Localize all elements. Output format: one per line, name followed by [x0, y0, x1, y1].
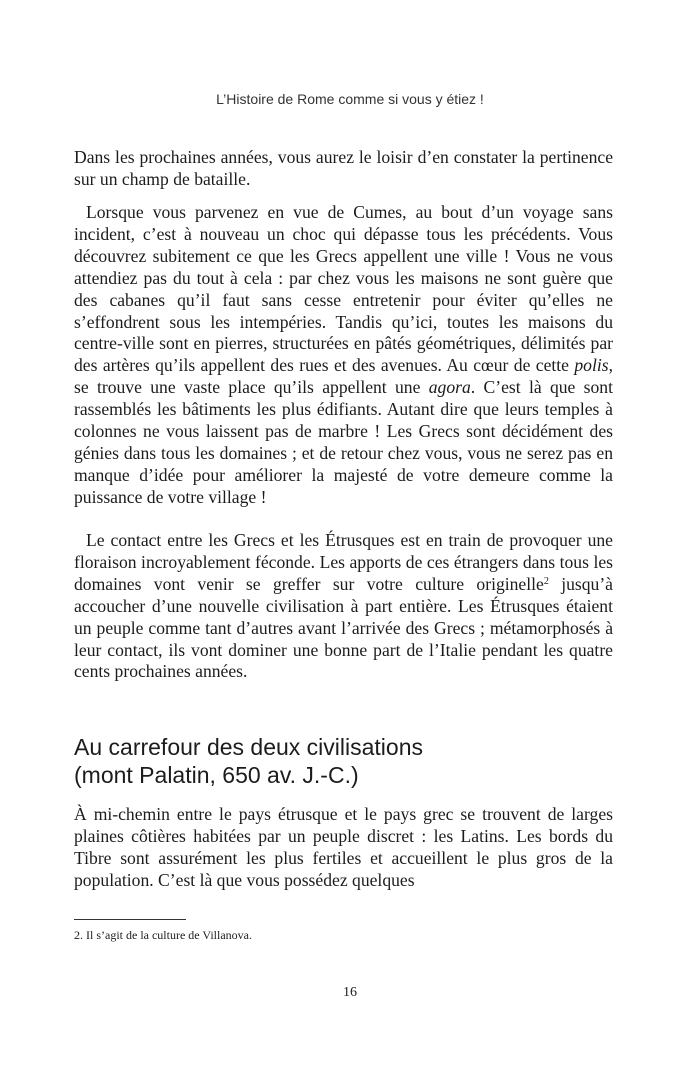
- footnote-number: 2.: [74, 928, 83, 942]
- footnote: [74, 928, 252, 943]
- page-number: 16: [343, 985, 357, 1000]
- running-header: L’Histoire de Rome comme si vous y étiez !: [216, 91, 484, 107]
- section-heading-line-2: (mont Palatin, 650 av. J.-C.): [74, 762, 359, 788]
- paragraph-2-text-b: , se trouve une vaste place qu’ils appellent une: [74, 355, 613, 398]
- section-heading-line-1: Au carrefour des deux civilisations: [74, 734, 423, 760]
- paragraph-1: Dans les prochaines années, vous aurez le loisir d’en constater la pertinence sur un champ de bataille.: [74, 147, 613, 189]
- footnote-text: Il s’agit de la culture de Villanova.: [86, 928, 253, 942]
- paragraph-2: [74, 202, 613, 509]
- paragraph-3-text-a: Le contact entre les Grecs et les Étrusques est en train de provoquer une floraison incroyablement féconde. Les apports de ces étrangers dans tous les domaines vont venir se greffer sur votre culture originelle: [74, 530, 613, 594]
- paragraph-2-italic-polis: polis: [574, 355, 609, 376]
- paragraph-2-italic-agora: agora: [428, 377, 471, 398]
- paragraph-3-text-b: jusqu’à accoucher d’une nouvelle civilisation à part entière. Les Étrusques étaient un peuple comme tant d’autres avant l’arrivée des Grecs ; métamorphosés à leur contact, ils vont dominer une bonne part de l’Italie pendant les quatre cents prochaines années.: [74, 573, 613, 682]
- footnote-divider: [74, 919, 186, 920]
- paragraph-3: [74, 530, 613, 683]
- paragraph-2-text-c: . C’est là que sont rassemblés les bâtiments les plus édifiants. Autant dire que leurs temples à colonnes ne vous laissent pas de marbre ! Les Grecs sont décidément des génies dans tous les domaines ; et de retour chez vous, vous ne serez pas en manque d’idée pour améliorer la majesté de votre demeure comme la puissance de votre village !: [74, 377, 613, 507]
- paragraph-2-text-a: Lorsque vous parvenez en vue de Cumes, au bout d’un voyage sans incident, c’est à nouveau un choc qui dépasse tous les précédents. Vous découvrez subitement ce que les Grecs appellent une ville ! Vous ne vous attendiez pas du tout à cela : par chez vous les maisons ne sont guère que des cabanes qu’il faut sans cesse entretenir pour éviter qu’elles ne s’effondrent sous les intempéries. Tandis qu’ici, toutes les maisons du centre-ville sont en pierres, structurées en pâtés géométriques, délimités par des artères qu’ils appellent des rues et des avenues. Au cœur de cette: [74, 202, 613, 376]
- paragraph-4: À mi-chemin entre le pays étrusque et le pays grec se trouvent de larges plaines côtières habitées par un peuple discret : les Latins. Les bords du Tibre sont assurément les plus fertiles et accueillent le plus gros de la population. C’est là que vous possédez quelques: [74, 804, 613, 890]
- footnote-reference[interactable]: 2: [543, 575, 549, 587]
- section-heading: [74, 733, 634, 789]
